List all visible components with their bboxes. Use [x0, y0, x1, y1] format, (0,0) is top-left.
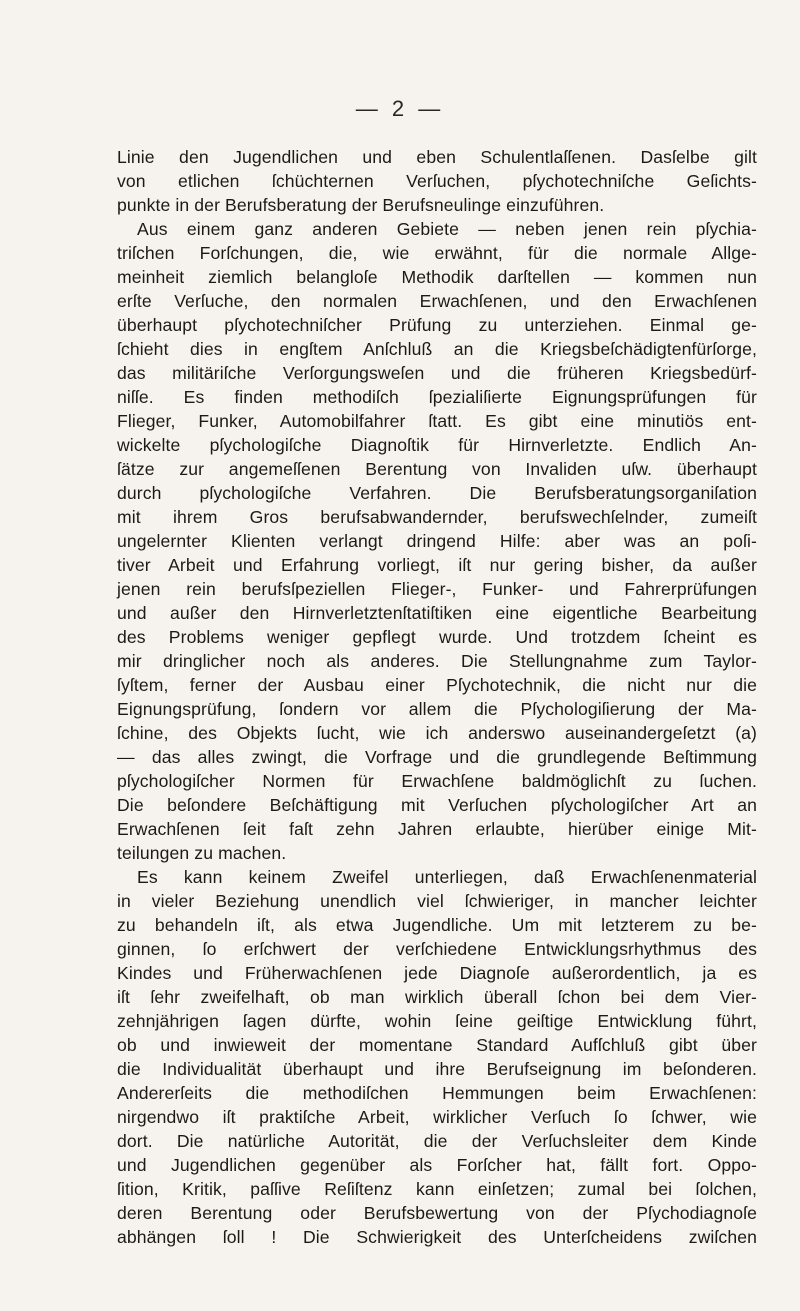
text-line: Linie den Jugendlichen und eben Schulentlaſſenen. Dasſelbe gilt	[117, 147, 757, 167]
text-line: Es kann keinem Zweifel unterliegen, daß Erwachſenenmaterial	[137, 867, 757, 887]
text-line: ſyſtem, ferner der Ausbau einer Pſychotechnik, die nicht nur die	[117, 675, 757, 695]
text-line: mit ihrem Gros berufsabwandernder, berufswechſelnder, zumeiſt	[117, 507, 757, 527]
text-line: Die beſondere Beſchäftigung mit Verſuchen pſychologiſcher Art an	[117, 795, 757, 815]
text-line: ungelernter Klienten verlangt dringend Hilfe: aber was an poſi-	[117, 531, 757, 551]
page-number: — 2 —	[355, 96, 445, 121]
text-line: teilungen zu machen.	[117, 843, 287, 863]
text-line: zehnjährigen ſagen dürfte, wohin ſeine geiſtige Entwicklung führt,	[117, 1011, 757, 1031]
text-line: die Individualität überhaupt und ihre Berufseignung im beſonderen.	[117, 1059, 757, 1079]
text-line: und Jugendlichen gegenüber als Forſcher hat, fällt fort. Oppo-	[117, 1155, 757, 1175]
text-line: ſchine, des Objekts ſucht, wie ich anderswo auseinandergeſetzt (a)	[117, 723, 757, 743]
text-line: in vieler Beziehung unendlich viel ſchwieriger, in mancher leichter	[117, 891, 757, 911]
text-line: nirgendwo iſt praktiſche Arbeit, wirklicher Verſuch ſo ſchwer, wie	[117, 1107, 757, 1127]
text-line: Flieger, Funker, Automobilfahrer ſtatt. Es gibt eine minutiös ent-	[117, 411, 757, 431]
text-line: durch pſychologiſche Verfahren. Die Berufsberatungsorganiſation	[117, 483, 757, 503]
text-line: jenen rein berufsſpeziellen Flieger-, Funker- und Fahrerprüfungen	[117, 579, 757, 599]
text-line: ſätze zur angemeſſenen Berentung von Invaliden uſw. überhaupt	[117, 459, 757, 479]
text-line: das militäriſche Verſorgungsweſen und die früheren Kriegsbedürf-	[117, 363, 757, 383]
text-line: Aus einem ganz anderen Gebiete — neben jenen rein pſychia-	[137, 219, 757, 239]
text-line: mir dringlicher noch als anderes. Die Stellungnahme zum Taylor-	[117, 651, 757, 671]
text-line: pſychologiſcher Normen für Erwachſene baldmöglichſt zu ſuchen.	[117, 771, 757, 791]
text-line: Eignungsprüfung, ſondern vor allem die Pſychologiſierung der Ma-	[117, 699, 757, 719]
text-line: des Problems weniger gepflegt wurde. Und trotzdem ſcheint es	[117, 627, 757, 647]
text-line: tiver Arbeit und Erfahrung vorliegt, iſt nur gering bisher, da außer	[117, 555, 757, 575]
text-line: — das alles zwingt, die Vorfrage und die grundlegende Beſtimmung	[117, 747, 757, 767]
text-line: ſition, Kritik, paſſive Reſiſtenz kann einſetzen; zumal bei ſolchen,	[117, 1179, 757, 1199]
text-line: erſte Verſuche, den normalen Erwachſenen, und den Erwachſenen	[117, 291, 757, 311]
body-text	[117, 145, 757, 1249]
text-line: Kindes und Früherwachſenen jede Diagnoſe außerordentlich, ja es	[117, 963, 757, 983]
text-line: dort. Die natürliche Autorität, die der Verſuchsleiter dem Kinde	[117, 1131, 757, 1151]
text-line: von etlichen ſchüchternen Verſuchen, pſychotechniſche Geſichts-	[117, 171, 757, 191]
text-line: punkte in der Berufsberatung der Berufsneulinge einzuführen.	[117, 195, 605, 215]
text-line: ginnen, ſo erſchwert der verſchiedene Entwicklungsrhythmus des	[117, 939, 757, 959]
text-line: meinheit ziemlich belangloſe Methodik darſtellen — kommen nun	[117, 267, 757, 287]
text-line: Andererſeits die methodiſchen Hemmungen beim Erwachſenen:	[117, 1083, 757, 1103]
text-line: überhaupt pſychotechniſcher Prüfung zu unterziehen. Einmal ge-	[117, 315, 757, 335]
text-line: triſchen Forſchungen, die, wie erwähnt, für die normale Allge-	[117, 243, 757, 263]
text-line: wickelte pſychologiſche Diagnoſtik für Hirnverletzte. Endlich An-	[117, 435, 757, 455]
text-line: ſchieht dies in engſtem Anſchluß an die Kriegsbeſchädigtenfürſorge,	[117, 339, 757, 359]
text-line: abhängen ſoll ! Die Schwierigkeit des Unterſcheidens zwiſchen	[117, 1227, 757, 1247]
text-line: niſſe. Es finden methodiſch ſpezialiſierte Eignungsprüfungen für	[117, 387, 757, 407]
text-line: iſt ſehr zweifelhaft, ob man wirklich überall ſchon bei dem Vier-	[117, 987, 757, 1007]
text-line: deren Berentung oder Berufsbewertung von der Pſychodiagnoſe	[117, 1203, 757, 1223]
text-line: zu behandeln iſt, als etwa Jugendliche. Um mit letzterem zu be-	[117, 915, 757, 935]
text-line: und außer den Hirnverletztenſtatiſtiken eine eigentliche Bearbeitung	[117, 603, 757, 623]
text-line: ob und inwieweit der momentane Standard Aufſchluß gibt über	[117, 1035, 757, 1055]
text-line: Erwachſenen ſeit faſt zehn Jahren erlaubte, hierüber einige Mit-	[117, 819, 757, 839]
